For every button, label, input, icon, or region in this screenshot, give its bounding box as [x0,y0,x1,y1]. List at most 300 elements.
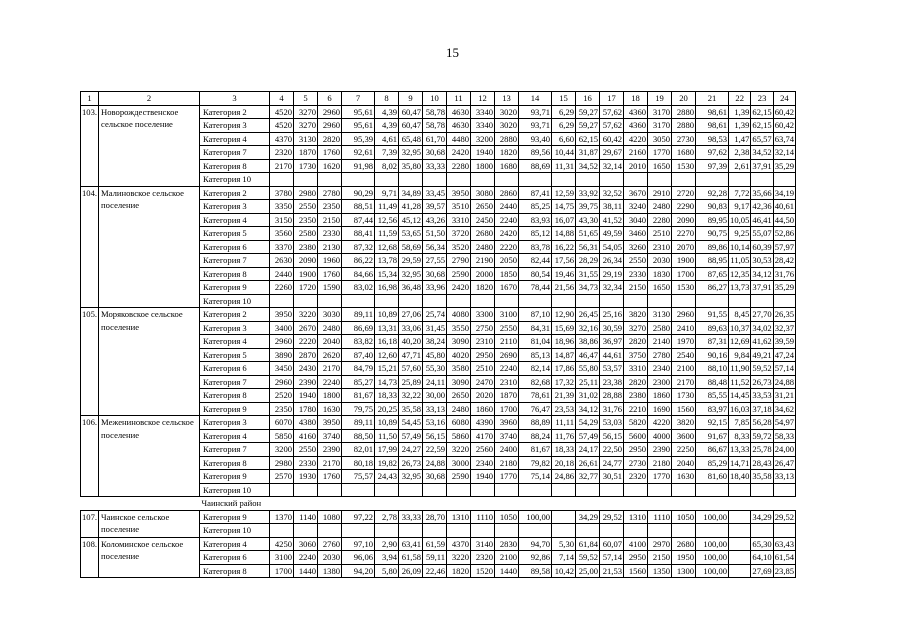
category-cell: Категория 4 [200,213,270,227]
value-cell: 13,73 [730,282,750,292]
value-cell: 65,30 [752,538,772,549]
value-cell: 2420 [495,227,519,241]
value-cell: 3350 [270,200,294,214]
value-cell: 56,31 [576,240,600,254]
value-cell: 2390 [318,443,342,457]
value-cell: 79,82 [519,456,552,470]
value-cell: 34,89 [399,186,423,200]
value-cell: 2480 [471,240,495,254]
value-cell [773,524,795,538]
value-cell: 60,42 [774,120,795,130]
value-cell: 92,15 [696,416,729,430]
value-cell: 93,40 [519,132,552,146]
value-cell: 81,60 [696,470,729,484]
value-cell [399,294,423,308]
value-cell: 2510 [471,362,495,376]
value-cell: 86,22 [342,254,375,268]
value-cell: 3950 [447,186,471,200]
value-cell: 4630 [447,105,471,119]
value-cell: 49,59 [600,227,624,241]
value-cell: 42,36 [752,201,772,211]
table-row [81,510,796,524]
value-cell: 3370 [270,240,294,254]
value-cell [672,294,696,308]
value-cell: 3100 [270,551,294,565]
value-cell: 2870 [294,348,318,362]
value-cell: 3,94 [375,551,399,565]
column-header: 1 [81,92,99,106]
value-cell: 3460 [624,227,648,241]
value-cell: 11,76 [552,429,576,443]
value-cell: 38,86 [576,335,600,349]
value-cell: 3060 [294,537,318,551]
value-cell: 85,27 [342,375,375,389]
value-cell: 88,95 [696,254,729,268]
value-cell: 14,87 [552,348,576,362]
category-cell: Категория 9 [200,281,270,295]
value-cell: 17,99 [375,443,399,457]
value-cell: 2960 [672,308,696,322]
value-cell: 1860 [648,389,672,403]
value-cell: 4220 [624,132,648,146]
value-cell: 40,20 [399,335,423,349]
value-cell: 2620 [318,348,342,362]
column-header: 13 [495,92,519,106]
value-cell: 34,19 [774,187,795,198]
value-cell: 2280 [447,159,471,173]
value-cell [447,294,471,308]
value-cell: 85,55 [696,389,729,403]
value-cell: 32,52 [600,186,624,200]
value-cell: 2130 [318,240,342,254]
category-cell: Категория 7 [200,146,270,160]
value-cell: 2310 [495,375,519,389]
value-cell [423,524,447,538]
value-cell: 89,63 [696,321,729,335]
value-cell: 56,15 [423,429,447,443]
value-cell [318,294,342,308]
value-cell: 55,07 [752,228,772,238]
value-cell: 29,52 [600,510,624,524]
value-cell: 32,95 [399,267,423,281]
value-cell: 87,32 [342,240,375,254]
value-cell: 2150 [318,213,342,227]
value-cell: 81,67 [342,389,375,403]
value-cell: 4630 [447,119,471,133]
value-cell: 27,06 [399,308,423,322]
value-cell: 13,31 [375,321,399,335]
value-cell: 59,27 [576,105,600,119]
value-cell: 82,44 [519,254,552,268]
value-cell: 45,80 [423,348,447,362]
value-cell: 37,91 [752,282,772,292]
value-cell: 2730 [624,456,648,470]
value-cell: 2340 [648,362,672,376]
value-cell: 2020 [471,389,495,403]
value-cell: 24,88 [774,376,795,387]
value-cell: 1960 [318,254,342,268]
value-cell: 37,18 [752,403,772,414]
category-cell: Категория 6 [200,551,270,565]
value-cell: 3200 [270,443,294,457]
value-cell: 61,70 [423,132,447,146]
value-cell: 3950 [318,416,342,430]
value-cell: 27,55 [423,254,447,268]
value-cell: 3220 [447,551,471,565]
value-cell: 9,84 [729,348,751,362]
value-cell: 20,18 [552,456,576,470]
value-cell: 3670 [624,186,648,200]
value-cell [342,173,375,187]
value-cell: 9,17 [729,200,751,214]
value-cell: 10,42 [552,564,576,578]
value-cell: 83,97 [696,402,729,416]
value-cell: 2730 [672,132,696,146]
value-cell [318,483,342,497]
value-cell: 35,66 [752,187,772,198]
value-cell: 10,14 [730,241,750,252]
value-cell: 3020 [495,105,519,119]
value-cell [342,524,375,538]
value-cell: 61,84 [576,537,600,551]
value-cell: 32,22 [399,389,423,403]
value-cell: 2240 [495,362,519,376]
value-cell: 38,24 [423,335,447,349]
value-cell: 57,49 [399,429,423,443]
value-cell: 2540 [672,348,696,362]
value-cell: 80,54 [519,267,552,281]
value-cell: 2550 [495,321,519,335]
value-cell: 43,26 [423,213,447,227]
value-cell: 3950 [270,308,294,322]
value-cell: 8,02 [375,159,399,173]
value-cell: 39,75 [576,200,600,214]
value-cell: 2150 [624,281,648,295]
value-cell [270,483,294,497]
value-cell: 2550 [294,200,318,214]
value-cell: 63,43 [774,538,795,549]
value-cell: 31,21 [774,390,795,400]
value-cell: 12,90 [552,308,576,322]
value-cell: 3750 [624,348,648,362]
value-cell: 35,29 [774,282,795,292]
value-cell [552,524,576,538]
value-cell: 32,16 [576,321,600,335]
value-cell: 2950 [471,348,495,362]
value-cell: 5600 [624,429,648,443]
value-cell: 3400 [270,321,294,335]
value-cell: 2960 [270,375,294,389]
value-cell: 2910 [648,186,672,200]
value-cell: 53,03 [600,416,624,430]
value-cell: 80,18 [342,456,375,470]
value-cell: 31,76 [774,268,795,279]
value-cell: 14,71 [730,457,750,468]
value-cell: 1760 [318,146,342,160]
value-cell: 2650 [471,200,495,214]
value-cell [600,294,624,308]
value-cell: 64,10 [752,552,772,562]
value-cell: 35,58 [752,471,772,481]
value-cell: 2380 [624,389,648,403]
value-cell: 2650 [447,389,471,403]
value-cell: 2440 [270,267,294,281]
value-cell: 30,68 [423,146,447,160]
value-cell: 95,39 [342,132,375,146]
value-cell: 1530 [672,281,696,295]
value-cell: 1760 [318,470,342,484]
value-cell: 2950 [624,443,648,457]
value-cell: 11,90 [730,363,750,373]
value-cell: 4520 [270,119,294,133]
value-cell: 89,11 [342,416,375,430]
row-number: 103. [81,105,99,186]
value-cell: 2030 [648,254,672,268]
value-cell [471,173,495,187]
value-cell: 15,21 [375,362,399,376]
value-cell: 2010 [624,159,648,173]
value-cell: 3740 [318,429,342,443]
value-cell: 2220 [294,335,318,349]
value-cell: 44,61 [600,348,624,362]
value-cell: 2320 [270,146,294,160]
value-cell: 26,61 [576,456,600,470]
value-cell: 3030 [318,308,342,322]
value-cell: 3240 [624,200,648,214]
value-cell: 2580 [294,227,318,241]
value-cell: 2240 [495,213,519,227]
value-cell: 57,62 [600,105,624,119]
value-cell: 10,89 [375,416,399,430]
value-cell: 18,40 [730,471,750,481]
value-cell: 30,00 [423,389,447,403]
value-cell: 7,72 [729,186,751,200]
value-cell: 1560 [672,402,696,416]
value-cell: 9,25 [729,227,751,241]
value-cell: 100,00 [696,510,729,524]
value-cell: 33,13 [774,471,795,481]
value-cell: 18,33 [375,389,399,403]
category-cell: Категория 6 [200,240,270,254]
value-cell: 26,45 [576,308,600,322]
value-cell: 24,88 [423,456,447,470]
value-cell: 22,50 [600,443,624,457]
value-cell: 4080 [447,308,471,322]
value-cell: 3310 [447,213,471,227]
value-cell: 90,16 [696,348,729,362]
value-cell: 88,51 [342,200,375,214]
value-cell: 2,90 [375,537,399,551]
value-cell: 3740 [495,429,519,443]
value-cell: 2340 [471,456,495,470]
value-cell: 2170 [270,159,294,173]
value-cell: 60,42 [600,132,624,146]
value-cell: 31,55 [576,267,600,281]
value-cell: 14,45 [730,390,750,400]
value-cell: 58,33 [774,430,795,441]
value-cell: 28,43 [752,457,772,468]
value-cell: 32,14 [600,159,624,173]
settlement-name: Межениновское сельское поселение [99,416,200,497]
value-cell: 91,98 [342,159,375,173]
value-cell: 3960 [495,416,519,430]
value-cell: 3100 [495,308,519,322]
value-cell: 75,14 [519,470,552,484]
value-cell: 1870 [495,389,519,403]
table-row [81,308,796,322]
value-cell: 87,65 [696,267,729,281]
value-cell: 19,46 [552,267,576,281]
category-cell: Категория 3 [200,321,270,335]
value-cell: 91,55 [696,308,729,322]
value-cell: 2510 [648,227,672,241]
value-cell [270,173,294,187]
value-cell: 12,56 [375,213,399,227]
value-cell: 26,09 [399,564,423,578]
value-cell: 3580 [447,362,471,376]
value-cell: 5820 [624,416,648,430]
value-cell: 2320 [624,470,648,484]
value-cell: 79,75 [342,402,375,416]
header-row [81,92,796,106]
value-cell: 56,34 [423,240,447,254]
value-cell: 81,04 [519,335,552,349]
value-cell: 82,14 [519,362,552,376]
column-header: 14 [519,92,552,106]
category-cell: Категория 10 [200,524,270,538]
value-cell: 20,25 [375,402,399,416]
value-cell: 83,78 [519,240,552,254]
value-cell [729,483,751,497]
value-cell: 3450 [270,362,294,376]
value-cell: 1300 [672,564,696,578]
value-cell: 2480 [447,402,471,416]
value-cell: 13,33 [730,444,750,454]
value-cell: 16,07 [552,213,576,227]
column-header: 12 [471,92,495,106]
column-header: 16 [576,92,600,106]
value-cell: 13,78 [375,254,399,268]
value-cell: 28,42 [774,255,795,265]
value-cell: 90,83 [696,200,729,214]
value-cell: 2820 [624,375,648,389]
value-cell: 3520 [447,240,471,254]
value-cell: 32,95 [399,146,423,160]
value-cell: 12,69 [730,336,750,346]
category-cell: Категория 4 [200,429,270,443]
value-cell: 2970 [648,537,672,551]
value-cell: 17,32 [552,375,576,389]
category-cell: Категория 4 [200,537,270,551]
row-number: 106. [81,416,99,497]
value-cell [294,294,318,308]
value-cell: 35,29 [774,160,795,171]
value-cell: 34,73 [576,281,600,295]
value-cell: 5,30 [552,537,576,551]
value-cell: 56,15 [600,429,624,443]
category-cell: Категория 3 [200,416,270,430]
value-cell: 18,33 [552,443,576,457]
value-cell: 35,80 [399,159,423,173]
value-cell [399,483,423,497]
value-cell [672,173,696,187]
category-cell: Категория 3 [200,119,270,133]
value-cell: 25,16 [600,308,624,322]
value-cell: 3220 [294,308,318,322]
value-cell: 2180 [495,456,519,470]
value-cell: 2760 [318,537,342,551]
value-cell: 3140 [471,537,495,551]
value-cell: 33,33 [399,510,423,524]
value-cell: 2290 [672,200,696,214]
value-cell: 55,80 [576,362,600,376]
value-cell: 4220 [648,416,672,430]
value-cell: 41,62 [752,336,772,346]
value-cell: 26,73 [752,376,772,387]
value-cell: 3020 [495,119,519,133]
value-cell: 28,88 [600,389,624,403]
value-cell: 28,70 [423,510,447,524]
value-cell: 3150 [270,213,294,227]
value-cell: 4160 [294,429,318,443]
value-cell: 2630 [270,254,294,268]
value-cell: 2250 [672,443,696,457]
value-cell: 58,78 [423,119,447,133]
value-cell: 30,68 [423,267,447,281]
value-cell: 34,29 [752,511,772,522]
value-cell: 21,56 [552,281,576,295]
value-cell: 96,06 [342,551,375,565]
row-number: 108. [81,537,99,578]
value-cell: 19,82 [375,456,399,470]
settlement-name: Коломинское сельское поселение [99,537,200,578]
value-cell [696,524,729,538]
value-cell: 97,22 [342,510,375,524]
value-cell [648,173,672,187]
value-cell: 3130 [294,132,318,146]
value-cell: 12,59 [552,186,576,200]
value-cell: 1630 [672,470,696,484]
value-cell: 1940 [471,470,495,484]
value-cell: 57,62 [600,119,624,133]
value-cell [294,173,318,187]
category-cell: Категория 9 [200,402,270,416]
value-cell [471,294,495,308]
value-cell: 100,00 [519,510,552,524]
column-header: 4 [270,92,294,106]
value-cell: 2560 [471,443,495,457]
value-cell: 1700 [672,267,696,281]
value-cell: 2350 [318,200,342,214]
value-cell [294,524,318,538]
value-cell: 32,14 [774,147,795,157]
value-cell [576,173,600,187]
value-cell: 2570 [270,470,294,484]
value-cell: 4100 [624,537,648,551]
value-cell [471,524,495,538]
value-cell: 29,67 [600,146,624,160]
value-cell: 2480 [648,200,672,214]
value-cell: 86,69 [342,321,375,335]
value-cell [447,483,471,497]
category-cell: Категория 2 [200,186,270,200]
value-cell: 100,00 [696,537,729,551]
value-cell [773,173,795,187]
value-cell: 11,11 [552,416,576,430]
value-cell: 1870 [294,146,318,160]
value-cell: 2,61 [729,159,751,173]
value-cell: 2720 [672,186,696,200]
